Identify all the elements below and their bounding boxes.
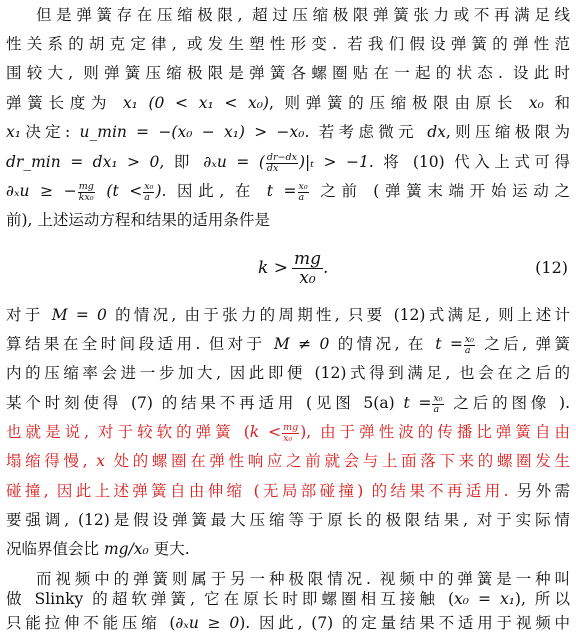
equation-fraction: $\frac{mg}{\text{x₀}}$	[293, 249, 321, 288]
fraction: $\frac{mg}{\text{kx₀}}$	[78, 180, 94, 203]
paragraph-1-line-5: x₁决定: u_min = −(x₀ − x₁) > −x₀. 若考虑微元 dx,则压缩极限为	[6, 123, 570, 141]
fraction: $\frac{\text{x₀}}{a}$	[433, 392, 443, 415]
paragraph-1-line-7: ∂ₓu ≥ − $\frac{mg}{\text{kx₀}}$ (t < $\frac{\text{x₀}}{a}$ ). 因此, 在 t = $\frac{\text{x₀}}{a}$ 之前 (弹簧末端开始运动之	[6, 180, 570, 203]
paragraph-1-line-6: dr_min = dx₁ > 0, 即 ∂ₓu = ( $\frac{dr-dx}{dx}$ )|ₜ > −1. 将 (10) 代入上式可得	[6, 151, 570, 174]
fraction: $\frac{\text{x₀}}{a}$	[464, 333, 474, 356]
paragraph-2-line-9: 况临界值会比 mg/x₀ 更大.	[6, 540, 190, 558]
math-drmin: dr_min = dx₁ > 0,	[6, 153, 165, 171]
fraction: $\frac{\text{x₀}}{a}$	[144, 180, 154, 203]
math-dx: dx	[427, 123, 446, 141]
highlighted-text: 碰撞, 因此上述弹簧自由伸缩 (无局部碰撞) 的结果不再适用.	[6, 482, 509, 500]
fraction: $\frac{dr-dx}{dx}$	[266, 151, 297, 174]
paragraph-2-line-4: 某个时刻使得 (7) 的结果不再适用 (见图 5(a) t = $\frac{\text{x₀}}{a}$ 之后的图像 ).	[6, 392, 570, 415]
paragraph-2-line-8: 要强调, (12)是假设弹簧最大压缩等于原长的极限结果, 对于实际情	[6, 511, 570, 529]
math-partial-u: ∂ₓu = ( $\frac{dr-dx}{dx}$ )|ₜ > −1.	[203, 151, 374, 174]
fraction: $\frac{mg}{\text{x₀}}$	[283, 421, 299, 444]
equation-body: k > $\frac{mg}{\text{x₀}}$ .	[258, 249, 329, 288]
math-t-equals: t = $\frac{\text{x₀}}{a}$	[435, 333, 474, 356]
paragraph-1-line-3: 围较大, 则弹簧压缩极限是弹簧各螺圈贴在一起的状态. 设此时	[6, 64, 570, 82]
math-umin: u_min = −(x₀ − x₁) > −x₀.	[79, 123, 310, 141]
math-mg-over-x0: mg/x₀	[103, 540, 149, 558]
paragraph-2-line-6-highlighted: 塌缩得慢, x 处的螺圈在弹性响应之前就会与上面落下来的螺圈发生	[6, 452, 570, 470]
math-inequality: ∂ₓu ≥ − $\frac{mg}{\text{kx₀}}$ (t < $\frac{\text{x₀}}{a}$ ).	[6, 180, 167, 203]
paragraph-1-line-8: 前), 上述运动方程和结果的适用条件是	[6, 211, 270, 229]
math-x: x	[96, 452, 105, 470]
paragraph-2-line-3: 内的压缩率会进一步加大, 因此即便 (12)式得到满足, 也会在之后的	[6, 364, 570, 382]
math-x1-range: x₁ (0 < x₁ < x₀)	[122, 94, 269, 112]
math-k-less: k < $\frac{mg}{\text{x₀}}$	[249, 421, 299, 444]
paragraph-2-line-1: 对于 M = 0 的情况, 由于张力的周期性, 只要 (12)式满足, 则上述计	[6, 306, 570, 324]
math-x0-equals-x1: x₀ = x₁	[454, 590, 515, 608]
equation-12	[0, 248, 576, 288]
paragraph-1-line-1: 但是弹簧存在压缩极限, 超过压缩极限弹簧张力或不再满足线	[36, 6, 570, 24]
math-t-equals: t = $\frac{\text{x₀}}{a}$	[266, 180, 308, 203]
math-x1: x₁	[6, 123, 21, 141]
math-partial-u-nonneg: ∂ₓu ≥ 0	[175, 614, 240, 632]
paragraph-2-line-7: 碰撞, 因此上述弹簧自由伸缩 (无局部碰撞) 的结果不再适用. 另外需	[6, 482, 570, 500]
paragraph-3-line-3: 只能拉伸不能压缩 (∂ₓu ≥ 0). 因此, (7) 的定量结果不适用于视频中	[6, 614, 571, 632]
paragraph-2-line-2: 算结果在全时间段适用. 但对于 M ≠ 0 的情况, 在 t = $\frac{\text{x₀}}{a}$ 之后, 弹簧	[6, 333, 570, 356]
math-x0: x₀	[528, 94, 544, 112]
paragraph-3-line-2: 做 Slinky 的超软弹簧, 它在原长时即螺圈相互接触 (x₀ = x₁), 所以	[6, 590, 570, 608]
paragraph-3-line-1: 而视频中的弹簧则属于另一种极限情况. 视频中的弹簧是一种叫	[36, 570, 570, 588]
paragraph-1-line-4: 弹簧长度为 x₁ (0 < x₁ < x₀), 则弹簧的压缩极限由原长 x₀ 和	[6, 94, 570, 112]
math-m-zero: M = 0	[51, 306, 107, 324]
paragraph-2-line-5-highlighted: 也就是说, 对于较软的弹簧 (k < $\frac{mg}{\text{x₀}}$ ), 由于弹性波的传播比弹簧自由	[6, 421, 570, 444]
math-m-nonzero: M ≠ 0	[273, 335, 330, 353]
fraction: $\frac{\text{x₀}}{a}$	[298, 180, 308, 203]
paragraph-1-line-2: 性关系的胡克定律, 或发生塑性形变. 若我们假设弹簧的弹性范	[6, 35, 570, 53]
equation-number: (12)	[535, 258, 568, 277]
math-t-equals: t = $\frac{\text{x₀}}{a}$	[403, 392, 443, 415]
